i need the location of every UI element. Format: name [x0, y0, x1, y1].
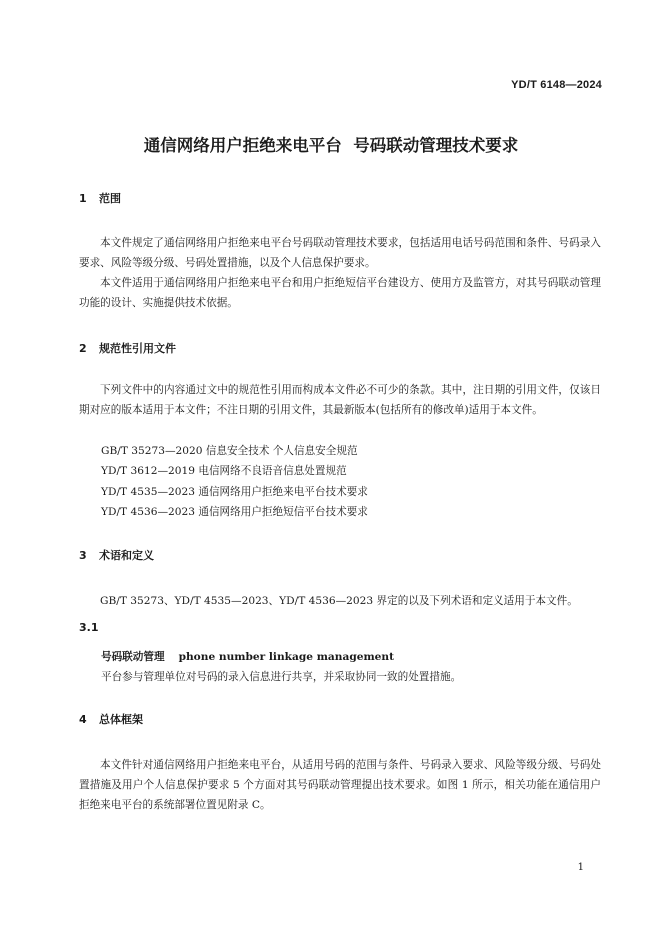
framework-paragraph: 本文件针对通信网络用户拒绝来电平台，从适用号码的范围与条件、号码录入要求、风险等级分级、号码处置措施及用户个人信息保护要求 5 个方面对其号码联动管理提出技术要求。如图 1 所示，相关功能在通信用户拒绝来电平台的系统部署位置见附录 C。: [79, 759, 601, 811]
section-number: 4: [79, 713, 87, 726]
reference-item: GB/T 35273—2020 信息安全技术 个人信息安全规范: [101, 445, 358, 457]
section-heading-terms: [79, 547, 154, 563]
reference-item: YD/T 4536—2023 通信网络用户拒绝短信平台技术要求: [101, 506, 368, 518]
term-definition: 平台参与管理单位对号码的录入信息进行共享，并采取协同一致的处置措施。: [101, 671, 462, 683]
section-number: 1: [79, 192, 87, 205]
section-number: 3: [79, 549, 87, 562]
references-intro-paragraph: 下列文件中的内容通过文中的规范性引用而构成本文件必不可少的条款。其中，注日期的引用文件，仅该日期对应的版本适用于本文件；不注日期的引用文件，其最新版本(包括所有的修改单)适用于本文件。: [79, 384, 601, 416]
terms-intro-paragraph: GB/T 35273、YD/T 4535—2023、YD/T 4536—2023 界定的以及下列术语和定义适用于本文件。: [100, 595, 578, 607]
term-title: [101, 647, 394, 667]
term-name-en: phone number linkage management: [178, 651, 395, 663]
section-title: 总体框架: [99, 713, 143, 726]
section-number: 2: [79, 342, 87, 355]
reference-item: YD/T 4535—2023 通信网络用户拒绝来电平台技术要求: [101, 486, 368, 498]
section-title: 术语和定义: [99, 549, 154, 562]
section-title: 规范性引用文件: [99, 342, 176, 355]
section-heading-framework: [79, 711, 143, 727]
page-number: 1: [577, 862, 584, 873]
section-heading-scope: [79, 190, 121, 206]
scope-paragraph-2: 本文件适用于通信网络用户拒绝来电平台和用户拒绝短信平台建设方、使用方及监管方，对其号码联动管理功能的设计、实施提供技术依据。: [79, 277, 601, 309]
term-name-zh: 号码联动管理: [101, 651, 165, 663]
document-title: 通信网络用户拒绝来电平台 号码联动管理技术要求: [143, 136, 519, 155]
section-heading-normative-references: [79, 340, 176, 356]
scope-paragraph-1: 本文件规定了通信网络用户拒绝来电平台号码联动管理技术要求，包括适用电话号码范围和条件、号码录入要求、风险等级分级、号码处置措施，以及个人信息保护要求。: [79, 237, 601, 269]
section-title: 范围: [99, 192, 121, 205]
standard-code: YD/T 6148—2024: [511, 79, 602, 91]
reference-item: YD/T 3612—2019 电信网络不良语音信息处置规范: [101, 465, 347, 477]
term-number: 3.1: [79, 621, 99, 634]
